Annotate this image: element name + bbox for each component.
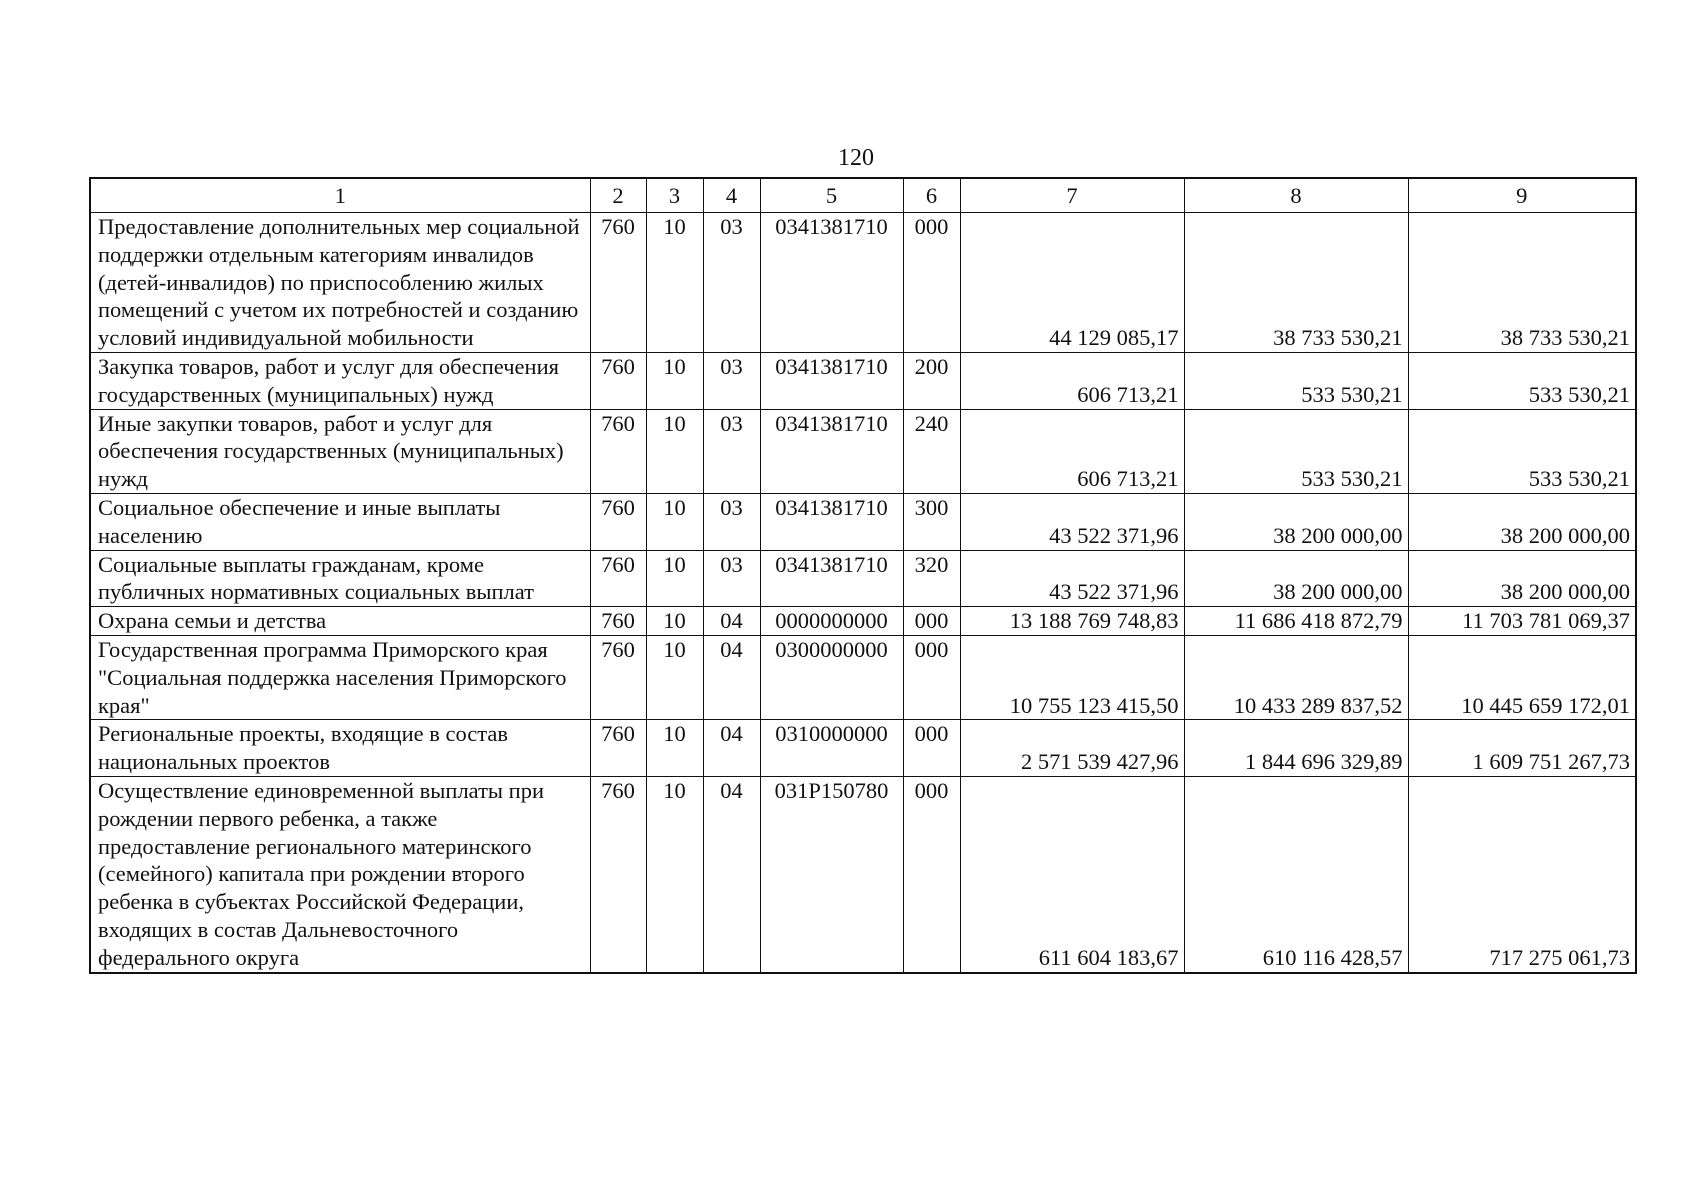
section-code: 10 — [646, 409, 703, 493]
item-name: Закупка товаров, работ и услуг для обеспечения государственных (муниципальных) нужд — [90, 352, 590, 409]
amount-col-8: 38 733 530,21 — [1184, 213, 1408, 353]
expense-type-code: 240 — [903, 409, 960, 493]
ministry-code: 760 — [590, 352, 646, 409]
subsection-code: 04 — [703, 776, 760, 972]
amount-col-7: 2 571 539 427,96 — [960, 720, 1184, 777]
ministry-code: 760 — [590, 493, 646, 550]
section-code: 10 — [646, 352, 703, 409]
item-name: Социальные выплаты гражданам, кроме публичных нормативных социальных выплат — [90, 550, 590, 607]
column-header-9: 9 — [1408, 178, 1636, 213]
column-header-5: 5 — [760, 178, 903, 213]
subsection-code: 04 — [703, 635, 760, 719]
item-name: Предоставление дополнительных мер социальной поддержки отдельным категориям инвалидов (детей-инвалидов) по приспособлению жилых помещений с учетом их потребностей и созданию условий индивидуальной мобильности — [90, 213, 590, 353]
amount-col-8: 610 116 428,57 — [1184, 776, 1408, 972]
item-name: Охрана семьи и детства — [90, 607, 590, 636]
subsection-code: 04 — [703, 607, 760, 636]
column-header-7: 7 — [960, 178, 1184, 213]
amount-col-7: 10 755 123 415,50 — [960, 635, 1184, 719]
page-number: 120 — [838, 145, 874, 171]
expense-type-code: 200 — [903, 352, 960, 409]
target-article-code: 0341381710 — [760, 352, 903, 409]
column-header-3: 3 — [646, 178, 703, 213]
subsection-code: 04 — [703, 720, 760, 777]
table-row — [90, 493, 1636, 550]
amount-col-7: 606 713,21 — [960, 352, 1184, 409]
section-code: 10 — [646, 550, 703, 607]
section-code: 10 — [646, 776, 703, 972]
amount-col-9: 533 530,21 — [1408, 409, 1636, 493]
ministry-code: 760 — [590, 776, 646, 972]
amount-col-8: 11 686 418 872,79 — [1184, 607, 1408, 636]
expense-type-code: 000 — [903, 607, 960, 636]
amount-col-9: 533 530,21 — [1408, 352, 1636, 409]
table-row — [90, 409, 1636, 493]
target-article-code: 0310000000 — [760, 720, 903, 777]
table-row — [90, 607, 1636, 636]
subsection-code: 03 — [703, 352, 760, 409]
table-row — [90, 352, 1636, 409]
amount-col-9: 10 445 659 172,01 — [1408, 635, 1636, 719]
table-row — [90, 720, 1636, 777]
table-row — [90, 550, 1636, 607]
expense-type-code: 320 — [903, 550, 960, 607]
ministry-code: 760 — [590, 213, 646, 353]
ministry-code: 760 — [590, 607, 646, 636]
column-header-8: 8 — [1184, 178, 1408, 213]
amount-col-8: 10 433 289 837,52 — [1184, 635, 1408, 719]
expense-type-code: 000 — [903, 776, 960, 972]
subsection-code: 03 — [703, 550, 760, 607]
amount-col-7: 611 604 183,67 — [960, 776, 1184, 972]
table-row — [90, 635, 1636, 719]
ministry-code: 760 — [590, 720, 646, 777]
amount-col-9: 1 609 751 267,73 — [1408, 720, 1636, 777]
amount-col-8: 38 200 000,00 — [1184, 493, 1408, 550]
target-article-code: 0341381710 — [760, 550, 903, 607]
amount-col-7: 44 129 085,17 — [960, 213, 1184, 353]
item-name: Социальное обеспечение и иные выплаты населению — [90, 493, 590, 550]
expense-type-code: 000 — [903, 213, 960, 353]
amount-col-9: 38 733 530,21 — [1408, 213, 1636, 353]
subsection-code: 03 — [703, 409, 760, 493]
amount-col-9: 717 275 061,73 — [1408, 776, 1636, 972]
item-name: Осуществление единовременной выплаты при рождении первого ребенка, а также предоставление регионального материнского (семейного) капитала при рождении второго ребенка в субъектах Российской Федерации, входящих в состав Дальневосточного федерального округа — [90, 776, 590, 972]
amount-col-7: 43 522 371,96 — [960, 493, 1184, 550]
table-row — [90, 776, 1636, 972]
subsection-code: 03 — [703, 213, 760, 353]
amount-col-7: 13 188 769 748,83 — [960, 607, 1184, 636]
section-code: 10 — [646, 607, 703, 636]
amount-col-9: 11 703 781 069,37 — [1408, 607, 1636, 636]
amount-col-9: 38 200 000,00 — [1408, 493, 1636, 550]
target-article-code: 0341381710 — [760, 213, 903, 353]
column-header-4: 4 — [703, 178, 760, 213]
ministry-code: 760 — [590, 550, 646, 607]
item-name: Государственная программа Приморского края "Социальная поддержка населения Приморского края" — [90, 635, 590, 719]
ministry-code: 760 — [590, 409, 646, 493]
subsection-code: 03 — [703, 493, 760, 550]
table-header-row — [90, 178, 1636, 213]
budget-table — [89, 177, 1637, 974]
expense-type-code: 000 — [903, 720, 960, 777]
ministry-code: 760 — [590, 635, 646, 719]
table-row — [90, 213, 1636, 353]
amount-col-9: 38 200 000,00 — [1408, 550, 1636, 607]
item-name: Региональные проекты, входящие в состав национальных проектов — [90, 720, 590, 777]
amount-col-8: 533 530,21 — [1184, 409, 1408, 493]
amount-col-8: 533 530,21 — [1184, 352, 1408, 409]
column-header-1: 1 — [90, 178, 590, 213]
target-article-code: 0000000000 — [760, 607, 903, 636]
target-article-code: 031P150780 — [760, 776, 903, 972]
item-name: Иные закупки товаров, работ и услуг для обеспечения государственных (муниципальных) нужд — [90, 409, 590, 493]
column-header-2: 2 — [590, 178, 646, 213]
amount-col-7: 606 713,21 — [960, 409, 1184, 493]
target-article-code: 0341381710 — [760, 493, 903, 550]
amount-col-7: 43 522 371,96 — [960, 550, 1184, 607]
expense-type-code: 300 — [903, 493, 960, 550]
amount-col-8: 38 200 000,00 — [1184, 550, 1408, 607]
section-code: 10 — [646, 213, 703, 353]
expense-type-code: 000 — [903, 635, 960, 719]
column-header-6: 6 — [903, 178, 960, 213]
amount-col-8: 1 844 696 329,89 — [1184, 720, 1408, 777]
target-article-code: 0300000000 — [760, 635, 903, 719]
section-code: 10 — [646, 720, 703, 777]
section-code: 10 — [646, 635, 703, 719]
target-article-code: 0341381710 — [760, 409, 903, 493]
section-code: 10 — [646, 493, 703, 550]
